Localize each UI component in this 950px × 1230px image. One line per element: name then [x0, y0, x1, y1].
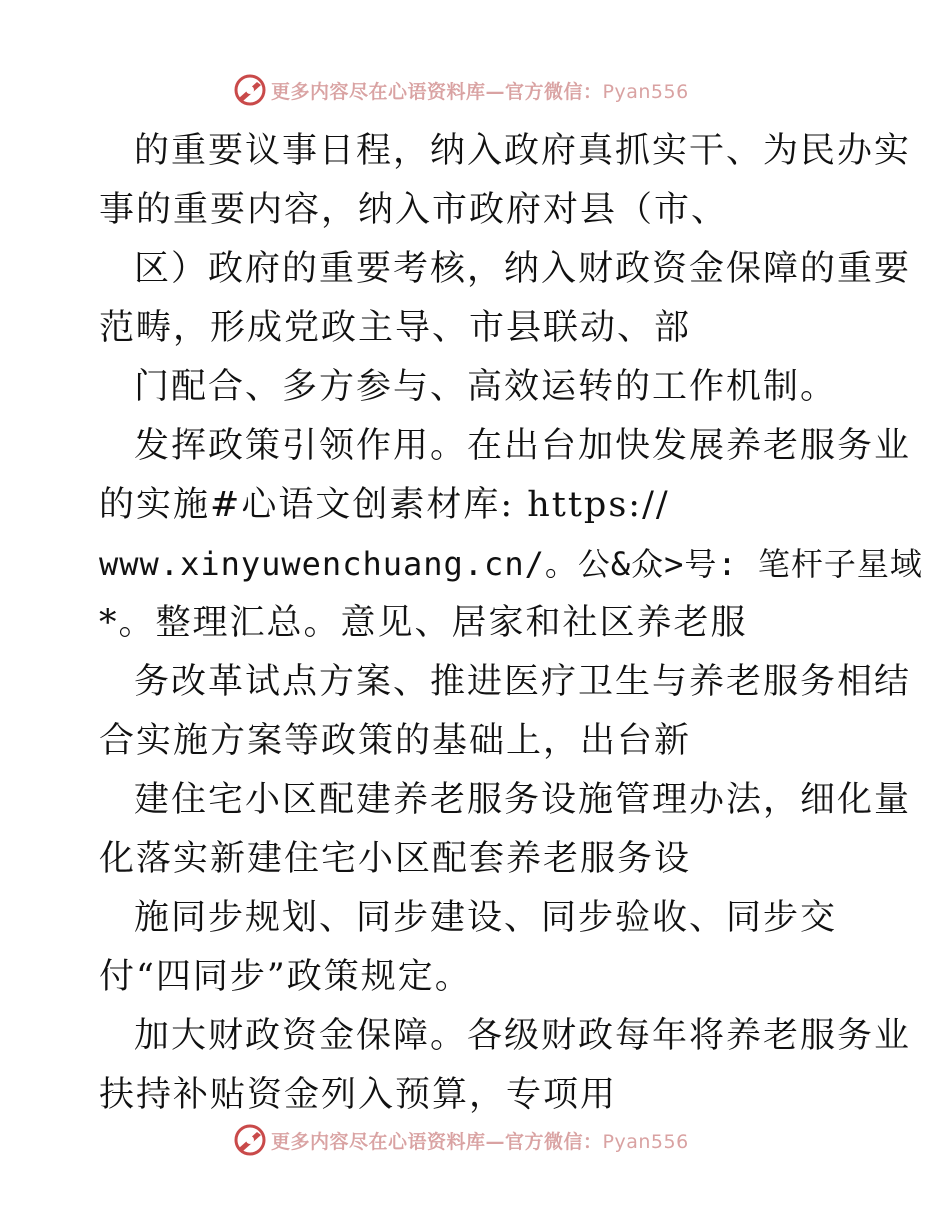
watermark-id: Pyan556 [602, 80, 689, 103]
text-line: 扶持补贴资金列入预算，专项用 [99, 1075, 618, 1115]
watermark-id: Pyan556 [602, 1130, 689, 1153]
text-line: 的实施#心语文创素材库: https:// [99, 485, 670, 525]
text-line: 发挥政策引领作用。在出台加快发展养老服务业 [134, 426, 912, 466]
footer-watermark [233, 1122, 689, 1158]
text-line: 施同步规划、同步建设、同步验收、同步交 [134, 898, 838, 938]
text-line: 的重要议事日程，纳入政府真抓实干、为民办实 [134, 131, 912, 171]
watermark-logo-icon [233, 1123, 267, 1157]
watermark-logo-icon [233, 73, 267, 107]
text-line: *。整理汇总。意见、居家和社区养老服 [99, 603, 748, 643]
text-line: 化落实新建住宅小区配套养老服务设 [99, 839, 692, 879]
text-line: 门配合、多方参与、高效运转的工作机制。 [134, 367, 838, 407]
text-line: 加大财政资金保障。各级财政每年将养老服务业 [134, 1016, 912, 1056]
text-line: 事的重要内容，纳入市政府对县（市、 [99, 190, 729, 230]
text-line: 务改革试点方案、推进医疗卫生与养老服务相结 [134, 662, 912, 702]
header-watermark [233, 72, 689, 108]
text-line: 合实施方案等政策的基础上，出台新 [99, 721, 692, 761]
watermark-text: 更多内容尽在心语资料库—官方微信：Pyan556 [271, 1130, 689, 1153]
text-line: 范畴，形成党政主导、市县联动、部 [99, 308, 692, 348]
document-body [99, 122, 923, 1125]
text-line: 区）政府的重要考核，纳入财政资金保障的重要 [134, 249, 912, 289]
text-line: www.xinyuwenchuang.cn/。公&众>号: 笔杆子星域 [99, 545, 923, 583]
text-line: 付“四同步”政策规定。 [99, 957, 472, 997]
text-line: 建住宅小区配建养老服务设施管理办法，细化量 [134, 780, 912, 820]
watermark-text: 更多内容尽在心语资料库—官方微信：Pyan556 [271, 80, 689, 103]
